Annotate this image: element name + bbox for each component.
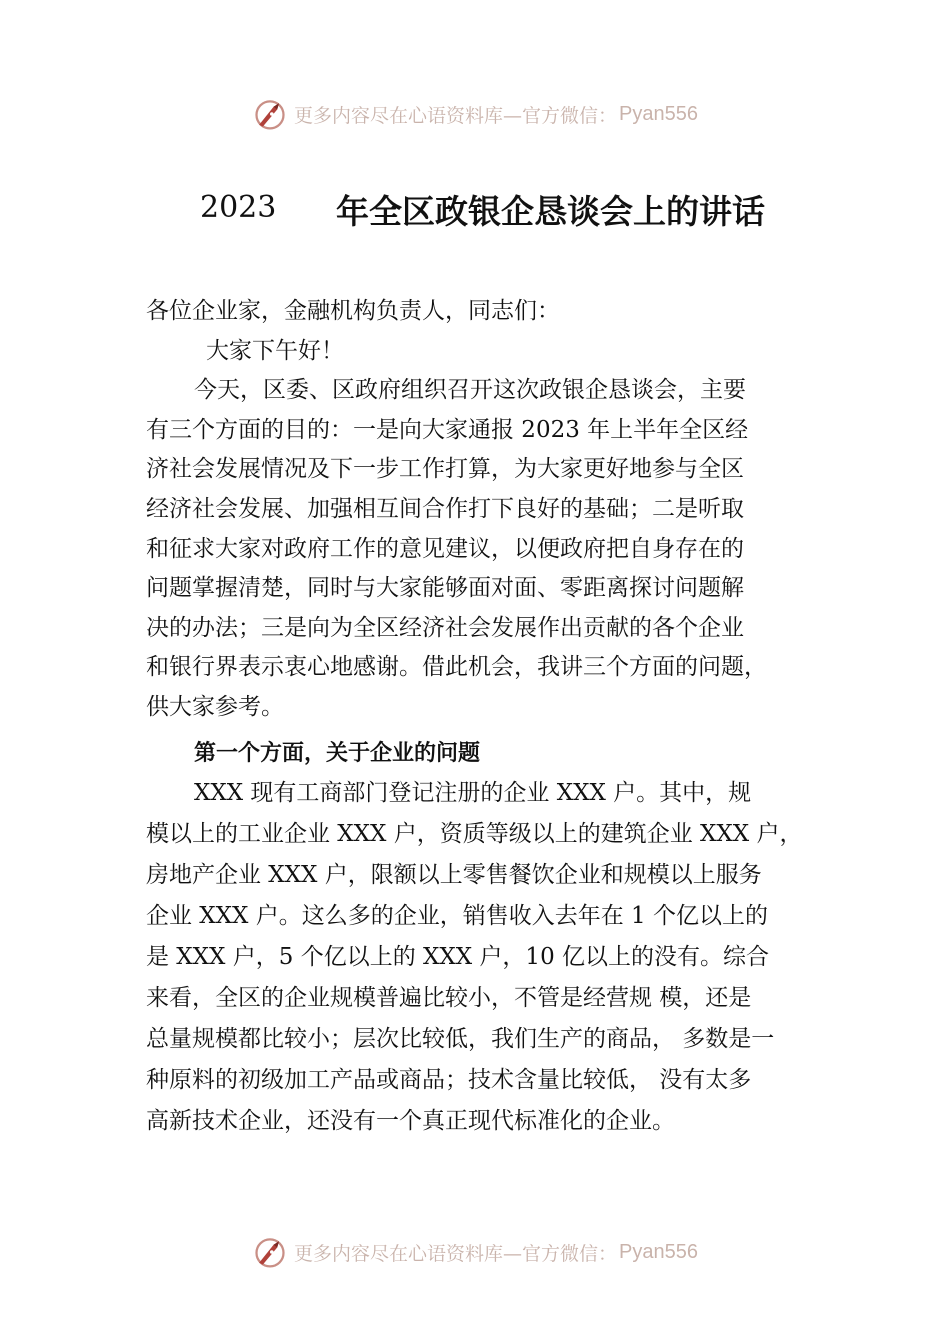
- text-line: 供大家参考。: [146, 693, 284, 720]
- text-line: 高新技术企业，还没有一个真正现代标准化的企业。: [146, 1108, 675, 1135]
- text-line: 和征求大家对政府工作的意见建议，以便政府把自身存在的: [146, 535, 744, 562]
- title-year: 2023: [200, 190, 277, 225]
- watermark-banner-top: [0, 94, 950, 134]
- greeting-line: 各位企业家，金融机构负责人，同志们：: [146, 298, 560, 324]
- text-line: 企业 XXX 户。这么多的企业，销售收入去年在 1 个亿以上的: [146, 903, 768, 930]
- text-line: 和银行界表示衷心地感谢。借此机会，我讲三个方面的问题，: [146, 654, 767, 681]
- text-line: 来看，全区的企业规模普遍比较小，不管是经营规 模，还是: [146, 985, 752, 1012]
- watermark-brand-text: 更多内容尽在心语资料库—官方微信：: [294, 1242, 618, 1265]
- text-line: 经济社会发展、加强相互间合作打下良好的基础；二是听取: [146, 495, 744, 522]
- paragraph-enterprises: [146, 773, 836, 1142]
- title-text: 年全区政银企恳谈会上的讲话: [336, 192, 765, 231]
- text-line: 房地产企业 XXX 户，限额以上零售餐饮企业和规模以上服务: [146, 862, 762, 889]
- text-line: 是 XXX 户，5 个亿以上的 XXX 户，10 亿以上的没有。综合: [146, 944, 770, 971]
- document-body: [146, 292, 836, 1142]
- text-line: XXX 现有工商部门登记注册的企业 XXX 户。其中，规: [194, 780, 752, 807]
- pen-nib-circle-icon: [252, 96, 288, 132]
- pen-nib-circle-icon: [252, 1234, 288, 1270]
- greeting-line-2: 大家下午好！: [206, 337, 344, 364]
- text-line: 今天，区委、区政府组织召开这次政银企恳谈会，主要: [194, 377, 746, 404]
- watermark-wechat-id: Pyan556: [619, 1240, 698, 1263]
- text-line: 济社会发展情况及下一步工作打算，为大家更好地参与全区: [146, 456, 744, 483]
- text-line: 决的办法；三是向为全区经济社会发展作出贡献的各个企业: [146, 614, 744, 641]
- watermark-wechat-id: Pyan556: [619, 102, 698, 125]
- document-title: [200, 186, 800, 236]
- watermark-brand-text: 更多内容尽在心语资料库—官方微信：: [294, 104, 618, 127]
- text-line: 模以上的工业企业 XXX 户，资质等级以上的建筑企业 XXX 户，: [146, 821, 803, 848]
- watermark-banner-bottom: [0, 1232, 950, 1272]
- text-line: 种原料的初级加工产品或商品；技术含量比较低， 没有太多: [146, 1067, 752, 1094]
- section-heading: 第一个方面，关于企业的问题: [194, 740, 481, 766]
- paragraph-intro: [146, 371, 836, 727]
- text-line: 问题掌握清楚，同时与大家能够面对面、零距离探讨问题解: [146, 575, 744, 602]
- text-line: 总量规模都比较小；层次比较低，我们生产的商品， 多数是一: [146, 1026, 775, 1053]
- text-line: 有三个方面的目的：一是向大家通报 2023 年上半年全区经: [146, 416, 749, 443]
